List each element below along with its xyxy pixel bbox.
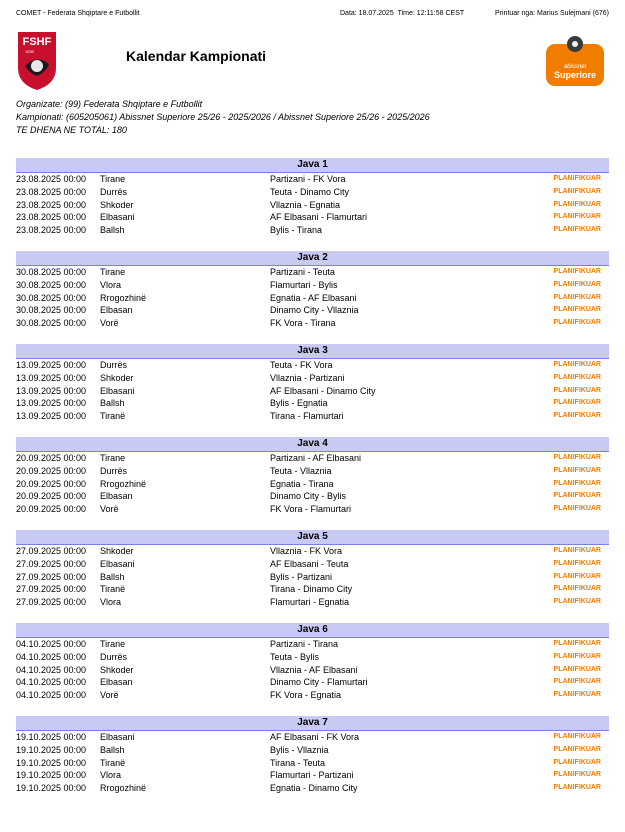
round-section: [16, 158, 609, 237]
round-section: [16, 251, 609, 330]
round-header: Java 6: [16, 623, 609, 638]
fixtures-list: [16, 158, 609, 795]
match-row: [16, 199, 609, 212]
match-row: [16, 266, 609, 279]
fshf-logo-text: FSHF: [22, 36, 52, 48]
organizer-line: Organizate: (99) Federata Shqiptare e Futbollit: [16, 99, 203, 109]
match-teams: Partizani - FK Vora: [270, 174, 346, 184]
round-section: [16, 623, 609, 702]
match-datetime: 13.09.2025 00:00: [16, 385, 87, 396]
match-teams: Teuta - Vllaznia: [270, 465, 332, 476]
round-section: [16, 716, 609, 795]
match-status: PLANIFIKUAR: [553, 479, 601, 487]
match-venue: Ballsh: [100, 398, 125, 409]
match-row: [16, 583, 609, 596]
match-row: [16, 545, 609, 558]
match-datetime: 19.10.2025 00:00: [16, 744, 87, 755]
match-status: PLANIFIKUAR: [553, 758, 601, 766]
match-teams: Tirana - Flamurtari: [270, 411, 344, 422]
match-venue: Rrogozhinë: [100, 292, 147, 303]
match-teams: Egnatia - Tirana: [270, 478, 334, 489]
match-status: PLANIFIKUAR: [553, 200, 601, 208]
match-venue: Tirane: [100, 174, 126, 184]
match-datetime: 04.10.2025 00:00: [16, 651, 87, 662]
match-row: [16, 651, 609, 664]
round-header: Java 1: [16, 158, 609, 173]
match-teams: Partizani - Teuta: [270, 266, 335, 277]
match-status: PLANIFIKUAR: [553, 453, 601, 461]
match-teams: Bylis - Egnatia: [270, 398, 328, 409]
match-row: [16, 359, 609, 372]
match-datetime: 27.09.2025 00:00: [16, 545, 87, 556]
match-status: PLANIFIKUAR: [553, 771, 601, 779]
match-row: [16, 676, 609, 689]
match-teams: Bylis - Partizani: [270, 571, 333, 582]
match-venue: Durrës: [100, 651, 128, 662]
superiore-logo: [544, 34, 606, 90]
championship-info: [16, 98, 430, 137]
match-venue: Elbasani: [100, 385, 135, 396]
match-row: [16, 596, 609, 609]
page-header-bar: [16, 8, 609, 20]
match-teams: Partizani - Tirana: [270, 638, 339, 649]
match-teams: Flamurtari - Partizani: [270, 770, 354, 781]
match-status: PLANIFIKUAR: [553, 213, 601, 221]
match-datetime: 20.09.2025 00:00: [16, 452, 87, 463]
match-venue: Vorë: [100, 690, 119, 701]
match-status: PLANIFIKUAR: [553, 226, 601, 234]
match-venue: Ballsh: [100, 744, 125, 755]
match-row: [16, 731, 609, 744]
match-venue: Tirane: [100, 638, 126, 649]
match-row: [16, 638, 609, 651]
match-datetime: 19.10.2025 00:00: [16, 783, 87, 794]
match-row: [16, 304, 609, 317]
round-spacer: [16, 330, 609, 344]
match-venue: Shkoder: [100, 664, 134, 675]
match-venue: Elbasan: [100, 677, 133, 688]
match-status: PLANIFIKUAR: [553, 505, 601, 513]
match-row: [16, 782, 609, 795]
organization-short: COMET - Federata Shqiptare e Futbollit: [16, 10, 140, 17]
match-datetime: 04.10.2025 00:00: [16, 638, 87, 649]
match-status: PLANIFIKUAR: [553, 306, 601, 314]
match-teams: Dinamo City - Flamurtari: [270, 677, 368, 688]
match-teams: Tirana - Dinamo City: [270, 584, 353, 595]
match-datetime: 30.08.2025 00:00: [16, 292, 87, 303]
match-row: [16, 571, 609, 584]
match-venue: Tirane: [100, 266, 126, 277]
fshf-logo-year: 1930: [25, 49, 34, 54]
match-teams: Partizani - AF Elbasani: [270, 452, 362, 463]
match-venue: Elbasan: [100, 305, 133, 316]
match-venue: Tiranë: [100, 411, 126, 422]
match-teams: Egnatia - Dinamo City: [270, 783, 358, 794]
match-teams: Dinamo City - Bylis: [270, 491, 347, 502]
match-datetime: 19.10.2025 00:00: [16, 770, 87, 781]
match-venue: Rrogozhinë: [100, 478, 147, 489]
match-row: [16, 664, 609, 677]
match-status: PLANIFIKUAR: [553, 466, 601, 474]
match-datetime: 20.09.2025 00:00: [16, 491, 87, 502]
match-status: PLANIFIKUAR: [553, 175, 601, 182]
match-teams: Teuta - Bylis: [270, 651, 320, 662]
match-datetime: 20.09.2025 00:00: [16, 465, 87, 476]
match-datetime: 04.10.2025 00:00: [16, 690, 87, 701]
match-venue: Vlora: [100, 279, 122, 290]
match-status: PLANIFIKUAR: [553, 399, 601, 407]
print-date: Data: 18.07.2025: [340, 10, 394, 17]
match-venue: Vorë: [100, 504, 119, 515]
match-venue: Rrogozhinë: [100, 783, 147, 794]
match-status: PLANIFIKUAR: [553, 293, 601, 301]
match-status: PLANIFIKUAR: [553, 665, 601, 673]
printed-by: Printuar nga: Marius Sulejmani (676): [495, 10, 609, 17]
match-teams: Bylis - Vllaznia: [270, 744, 329, 755]
match-row: [16, 465, 609, 478]
superiore-logo-brand: abissnet: [563, 64, 587, 70]
match-status: PLANIFIKUAR: [553, 492, 601, 500]
match-teams: Vllaznia - Egnatia: [270, 199, 341, 210]
match-status: PLANIFIKUAR: [553, 373, 601, 381]
match-row: [16, 397, 609, 410]
match-datetime: 13.09.2025 00:00: [16, 411, 87, 422]
round-header: Java 3: [16, 344, 609, 359]
match-datetime: 19.10.2025 00:00: [16, 731, 87, 742]
match-datetime: 20.09.2025 00:00: [16, 478, 87, 489]
match-teams: FK Vora - Egnatia: [270, 690, 342, 701]
match-row: [16, 478, 609, 491]
match-venue: Elbasani: [100, 731, 135, 742]
round-spacer: [16, 702, 609, 716]
match-teams: Bylis - Tirana: [270, 225, 323, 236]
match-status: PLANIFIKUAR: [553, 546, 601, 554]
match-venue: Durrës: [100, 186, 128, 197]
match-row: [16, 452, 609, 465]
match-venue: Tirane: [100, 452, 126, 463]
match-status: PLANIFIKUAR: [553, 585, 601, 593]
round-header: Java 5: [16, 530, 609, 545]
match-datetime: 30.08.2025 00:00: [16, 279, 87, 290]
match-row: [16, 372, 609, 385]
match-status: PLANIFIKUAR: [553, 678, 601, 686]
match-venue: Elbasani: [100, 558, 135, 569]
match-row: [16, 558, 609, 571]
match-status: PLANIFIKUAR: [553, 639, 601, 647]
match-status: PLANIFIKUAR: [553, 319, 601, 327]
match-datetime: 23.08.2025 00:00: [16, 225, 87, 236]
match-venue: Durrës: [100, 359, 128, 370]
match-row: [16, 292, 609, 305]
match-teams: Flamurtari - Egnatia: [270, 597, 350, 608]
match-row: [16, 173, 609, 186]
round-section: [16, 530, 609, 609]
match-row: [16, 757, 609, 770]
match-status: PLANIFIKUAR: [553, 652, 601, 660]
match-row: [16, 769, 609, 782]
match-teams: Teuta - FK Vora: [270, 359, 333, 370]
match-venue: Shkoder: [100, 372, 134, 383]
fshf-logo: [16, 30, 58, 92]
match-row: [16, 689, 609, 702]
match-teams: FK Vora - Tirana: [270, 318, 336, 329]
match-teams: Vllaznia - AF Elbasani: [270, 664, 358, 675]
match-venue: Durrës: [100, 465, 128, 476]
round-header: Java 2: [16, 251, 609, 266]
match-datetime: 20.09.2025 00:00: [16, 504, 87, 515]
match-venue: Vlora: [100, 770, 122, 781]
match-venue: Elbasan: [100, 491, 133, 502]
match-status: PLANIFIKUAR: [553, 572, 601, 580]
match-teams: Vllaznia - Partizani: [270, 372, 345, 383]
match-datetime: 27.09.2025 00:00: [16, 584, 87, 595]
match-teams: Flamurtari - Bylis: [270, 279, 338, 290]
round-spacer: [16, 609, 609, 623]
match-status: PLANIFIKUAR: [553, 691, 601, 699]
match-datetime: 13.09.2025 00:00: [16, 359, 87, 370]
match-status: PLANIFIKUAR: [553, 360, 601, 368]
match-datetime: 30.08.2025 00:00: [16, 318, 87, 329]
round-spacer: [16, 423, 609, 437]
match-row: [16, 211, 609, 224]
superiore-logo-name: Superiore: [553, 70, 597, 80]
match-teams: Egnatia - AF Elbasani: [270, 292, 357, 303]
championship-line: Kampionati: (605205061) Abissnet Superiore 25/26 - 2025/2026 / Abissnet Superiore 25/26 - 2025/2026: [16, 112, 430, 122]
match-row: [16, 317, 609, 330]
match-datetime: 30.08.2025 00:00: [16, 266, 87, 277]
match-teams: Tirana - Teuta: [270, 757, 326, 768]
match-venue: Shkoder: [100, 199, 134, 210]
match-datetime: 23.08.2025 00:00: [16, 199, 87, 210]
match-venue: Shkoder: [100, 545, 134, 556]
match-datetime: 23.08.2025 00:00: [16, 174, 87, 184]
match-status: PLANIFIKUAR: [553, 412, 601, 420]
round-header: Java 4: [16, 437, 609, 452]
match-datetime: 04.10.2025 00:00: [16, 677, 87, 688]
match-row: [16, 410, 609, 423]
match-datetime: 27.09.2025 00:00: [16, 558, 87, 569]
match-teams: Vllaznia - FK Vora: [270, 545, 343, 556]
print-datetime: [340, 8, 464, 20]
match-row: [16, 279, 609, 292]
match-datetime: 13.09.2025 00:00: [16, 372, 87, 383]
match-datetime: 30.08.2025 00:00: [16, 305, 87, 316]
match-row: [16, 186, 609, 199]
round-section: [16, 344, 609, 423]
match-teams: AF Elbasani - Teuta: [270, 558, 349, 569]
match-venue: Ballsh: [100, 225, 125, 236]
match-teams: Dinamo City - Vllaznia: [270, 305, 359, 316]
match-teams: AF Elbasani - Flamurtari: [270, 212, 368, 223]
match-datetime: 27.09.2025 00:00: [16, 597, 87, 608]
match-row: [16, 503, 609, 516]
match-row: [16, 490, 609, 503]
match-row: [16, 224, 609, 237]
match-datetime: 19.10.2025 00:00: [16, 757, 87, 768]
match-status: PLANIFIKUAR: [553, 386, 601, 394]
match-venue: Tiranë: [100, 757, 126, 768]
match-venue: Elbasani: [100, 212, 135, 223]
match-datetime: 27.09.2025 00:00: [16, 571, 87, 582]
match-row: [16, 385, 609, 398]
match-venue: Ballsh: [100, 571, 125, 582]
round-spacer: [16, 237, 609, 251]
match-status: PLANIFIKUAR: [553, 745, 601, 753]
match-status: PLANIFIKUAR: [553, 559, 601, 567]
match-row: [16, 744, 609, 757]
match-status: PLANIFIKUAR: [553, 280, 601, 288]
match-teams: Teuta - Dinamo City: [270, 186, 350, 197]
round-spacer: [16, 516, 609, 530]
match-status: PLANIFIKUAR: [553, 598, 601, 606]
match-status: PLANIFIKUAR: [553, 187, 601, 195]
match-teams: AF Elbasani - FK Vora: [270, 731, 360, 742]
match-teams: AF Elbasani - Dinamo City: [270, 385, 376, 396]
match-datetime: 23.08.2025 00:00: [16, 212, 87, 223]
match-venue: Vlora: [100, 597, 122, 608]
total-line: TE DHENA NE TOTAL: 180: [16, 125, 127, 135]
print-time: Time: 12:11:58 CEST: [397, 10, 465, 17]
match-venue: Tiranë: [100, 584, 126, 595]
match-teams: FK Vora - Flamurtari: [270, 504, 352, 515]
match-status: PLANIFIKUAR: [553, 267, 601, 275]
round-header: Java 7: [16, 716, 609, 731]
match-status: PLANIFIKUAR: [553, 732, 601, 740]
match-datetime: 13.09.2025 00:00: [16, 398, 87, 409]
match-datetime: 04.10.2025 00:00: [16, 664, 87, 675]
match-status: PLANIFIKUAR: [553, 784, 601, 792]
match-venue: Vorë: [100, 318, 119, 329]
match-datetime: 23.08.2025 00:00: [16, 186, 87, 197]
document-title: Kalendar Kampionati: [126, 48, 267, 64]
round-section: [16, 437, 609, 516]
